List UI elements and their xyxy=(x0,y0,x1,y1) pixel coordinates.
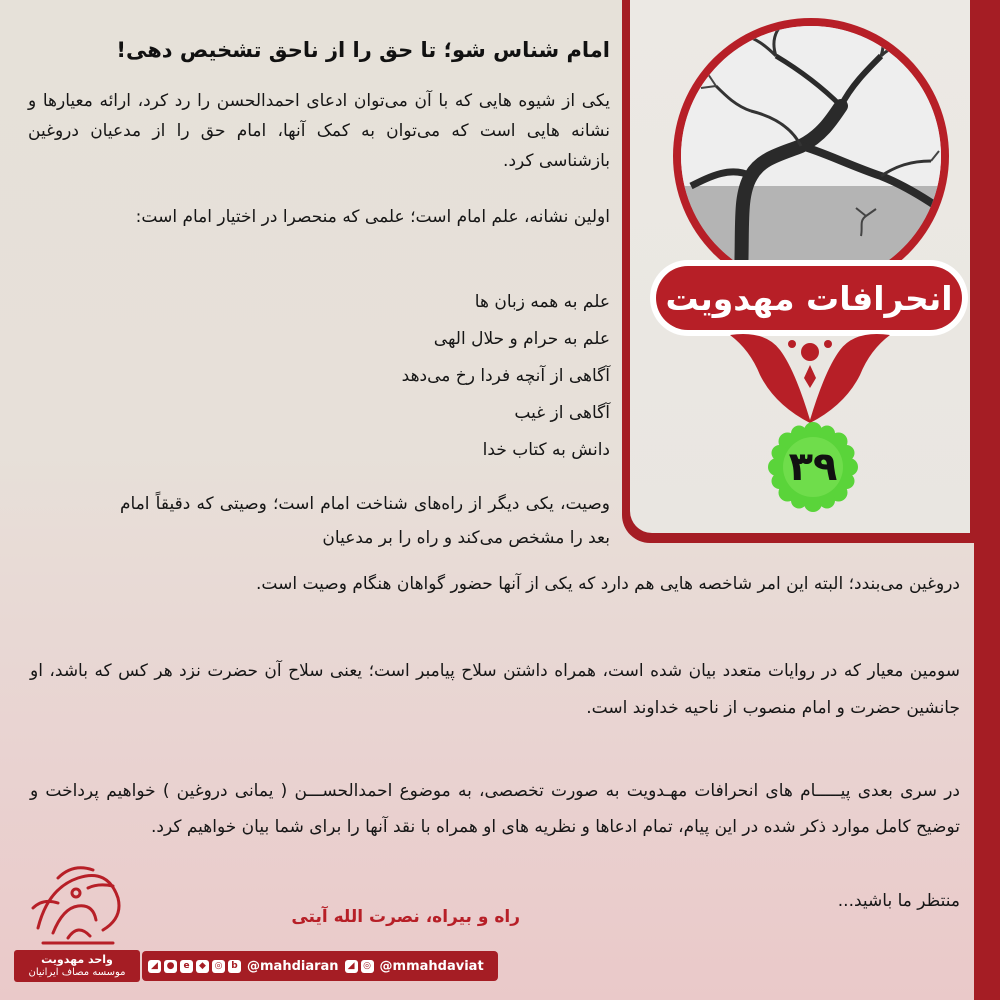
bale-icon[interactable]: b xyxy=(228,960,241,973)
rubika-icon[interactable]: ◆ xyxy=(196,960,209,973)
list-item: دانش به کتاب خدا xyxy=(482,440,610,460)
episode-number: ۳۹ xyxy=(788,444,838,490)
knowledge-list xyxy=(300,284,610,469)
list-item: علم به حرام و حلال الهی xyxy=(433,329,610,349)
page-title: امام شناس شو؛ تا حق را از ناحق تشخیص دهی! xyxy=(116,38,610,62)
list-item: آگاهی از آنچه فردا رخ می‌دهد xyxy=(401,366,610,386)
calligraphy-logo-icon xyxy=(18,858,136,950)
author-signature: راه و بیراه، نصرت الله آیتی xyxy=(291,907,520,927)
eitaa-icon[interactable]: e xyxy=(180,960,193,973)
side-stripe xyxy=(974,0,1000,1000)
social-bar xyxy=(142,951,498,981)
paragraph-first-sign: اولین نشانه، علم امام است؛ علمی که منحصرا در اختیار امام است: xyxy=(135,207,610,227)
social-handle-primary[interactable]: @mahdiaran xyxy=(247,958,339,974)
series-title-banner: انحرافات مهدویت xyxy=(656,266,962,330)
org-logo xyxy=(14,950,140,982)
paragraph-intro: یکی از شیوه هایی که با آن می‌توان ادعای احمدالحسن را رد کرد، ارائه معیارها و نشانه هایی است که می‌توان به کمک آنها، امام حق را از مدعیان دروغین بازشناسی کرد. xyxy=(28,91,610,171)
paragraph-next-series: در سری بعدی پیـــــام های انحرافات مهـدویت به صورت تخصصی، به موضوع احمدالحســـن ( یمانی دروغین ) خواهیم پرداخت و توضیح کامل موارد ذکر شده در این پیام، تمام ادعاها و نظریه های او همراه با نقد آنها را برای شما بیان خواهیم کرد. xyxy=(30,781,960,837)
instagram-icon[interactable]: ◎ xyxy=(212,960,225,973)
list-item: علم به همه زبان ها xyxy=(474,292,610,312)
instagram-icon[interactable]: ◎ xyxy=(361,960,374,973)
list-item: آگاهی از غیب xyxy=(514,403,610,423)
tree-image xyxy=(681,26,941,286)
ornament-icon xyxy=(720,330,900,425)
paragraph-closing: منتظر ما باشید... xyxy=(837,891,960,911)
telegram-icon[interactable]: ◢ xyxy=(148,960,161,973)
dead-tree-illustration xyxy=(681,26,941,286)
social-handle-secondary[interactable]: @mmahdaviat xyxy=(379,958,484,974)
paragraph-will: وصیت، یکی دیگر از راه‌های شناخت امام است؛ وصیتی که دقیقاً امام بعد را مشخص می‌کند و راه را بر مدعیان xyxy=(120,494,610,548)
org-institute-name: موسسه مصاف ایرانیان xyxy=(28,967,126,978)
paragraph-will-cont: دروغین می‌بندد؛ البته این امر شاخصه هایی هم دارد که یکی از آنها حضور گواهان هنگام وصیت است. xyxy=(255,574,960,594)
aparat-icon[interactable]: ● xyxy=(164,960,177,973)
org-unit-name: واحد مهدویت xyxy=(41,953,113,966)
paragraph-third-sign: سومین معیار که در روایات متعدد بیان شده است، همراه داشتن سلاح پیامبر است؛ یعنی سلاح آن حضرت نزد هر کس که باشد، او جانشین حضرت و امام منصوب از ناحیه خداوند است. xyxy=(30,661,960,718)
telegram-icon[interactable]: ◢ xyxy=(345,960,358,973)
